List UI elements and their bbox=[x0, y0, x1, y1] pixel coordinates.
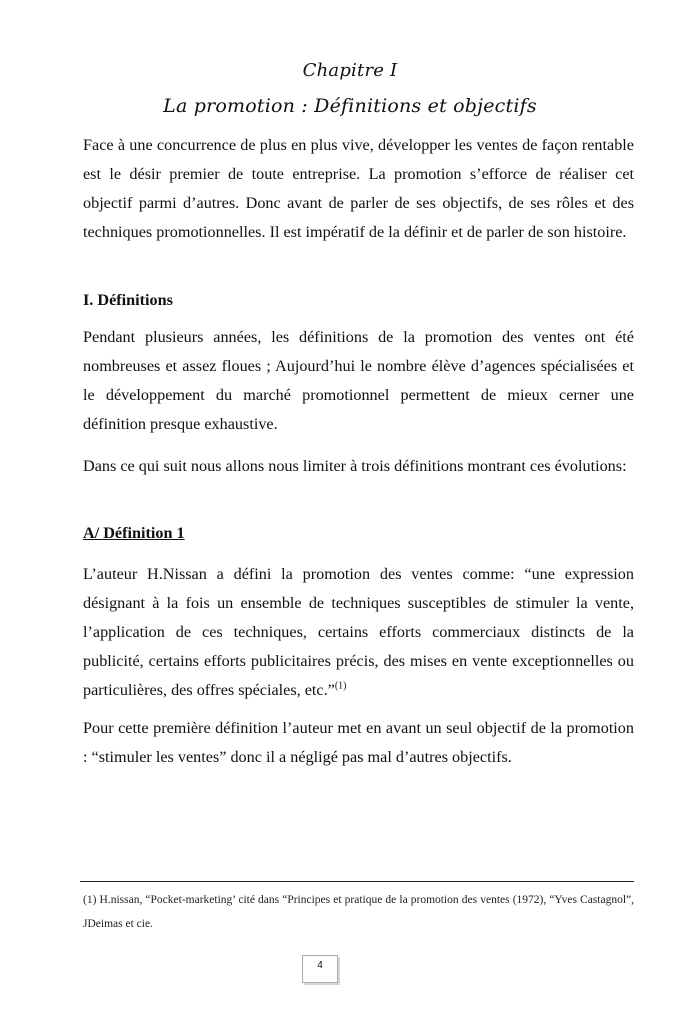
footnote-reference: (1) bbox=[334, 680, 347, 692]
chapter-label: Chapitre I bbox=[302, 60, 398, 81]
definition-1-paragraph bbox=[83, 560, 634, 705]
chapter-title: La promotion : Définitions et objectifs bbox=[163, 95, 537, 117]
section-heading-definitions: I. Définitions bbox=[83, 291, 173, 309]
definitions-block-2 bbox=[83, 452, 634, 481]
definitions-paragraph-2: Dans ce qui suit nous allons nous limiter à trois définitions montrant ces évolutions: bbox=[83, 457, 627, 475]
definition-1-comment-block bbox=[83, 714, 634, 772]
definition-1-block bbox=[83, 560, 634, 705]
footnote: (1) H.nissan, “Pocket-marketing’ cité dans “Principes et pratique de la promotion des ventes (1972), “Yves Castagnol”, JDeimas et cie. bbox=[83, 894, 634, 930]
definitions-paragraph-1: Pendant plusieurs années, les définitions de la promotion des ventes ont été nombreuses et assez floues ; Aujourd’hui le nombre élève d’agences spécialisées et le développement du marché promotionnel permettent de mieux cerner une définition presque exhaustive. bbox=[83, 328, 634, 433]
page-number: 4 bbox=[302, 955, 338, 983]
intro-block bbox=[83, 131, 634, 247]
intro-paragraph: Face à une concurrence de plus en plus vive, développer les ventes de façon rentable est le désir premier de toute entreprise. La promotion s’efforce de réaliser cet objectif parmi d’autres. Donc avant de parler de ses objectifs, de ses rôles et des techniques promotionnelles. Il est impératif de la définir et de parler de son histoire. bbox=[83, 136, 634, 241]
footnote-separator bbox=[80, 881, 634, 882]
definition-1-quote: L’auteur H.Nissan a défini la promotion des ventes comme: “une expression désignant à la fois un ensemble de techniques susceptibles de stimuler la vente, l’application de ces techniques, certains efforts commerciaux distincts de la publicité, certains efforts publicitaires précis, des mises en vente exceptionnelles ou particulières, des offres spéciales, etc.” bbox=[83, 565, 634, 699]
subsection-heading-definition-1: A/ Définition 1 bbox=[83, 524, 185, 542]
definitions-block bbox=[83, 323, 634, 439]
definition-1-comment: Pour cette première définition l’auteur met en avant un seul objectif de la promotion : “stimuler les ventes” donc il a négligé pas mal d’autres objectifs. bbox=[83, 719, 634, 766]
